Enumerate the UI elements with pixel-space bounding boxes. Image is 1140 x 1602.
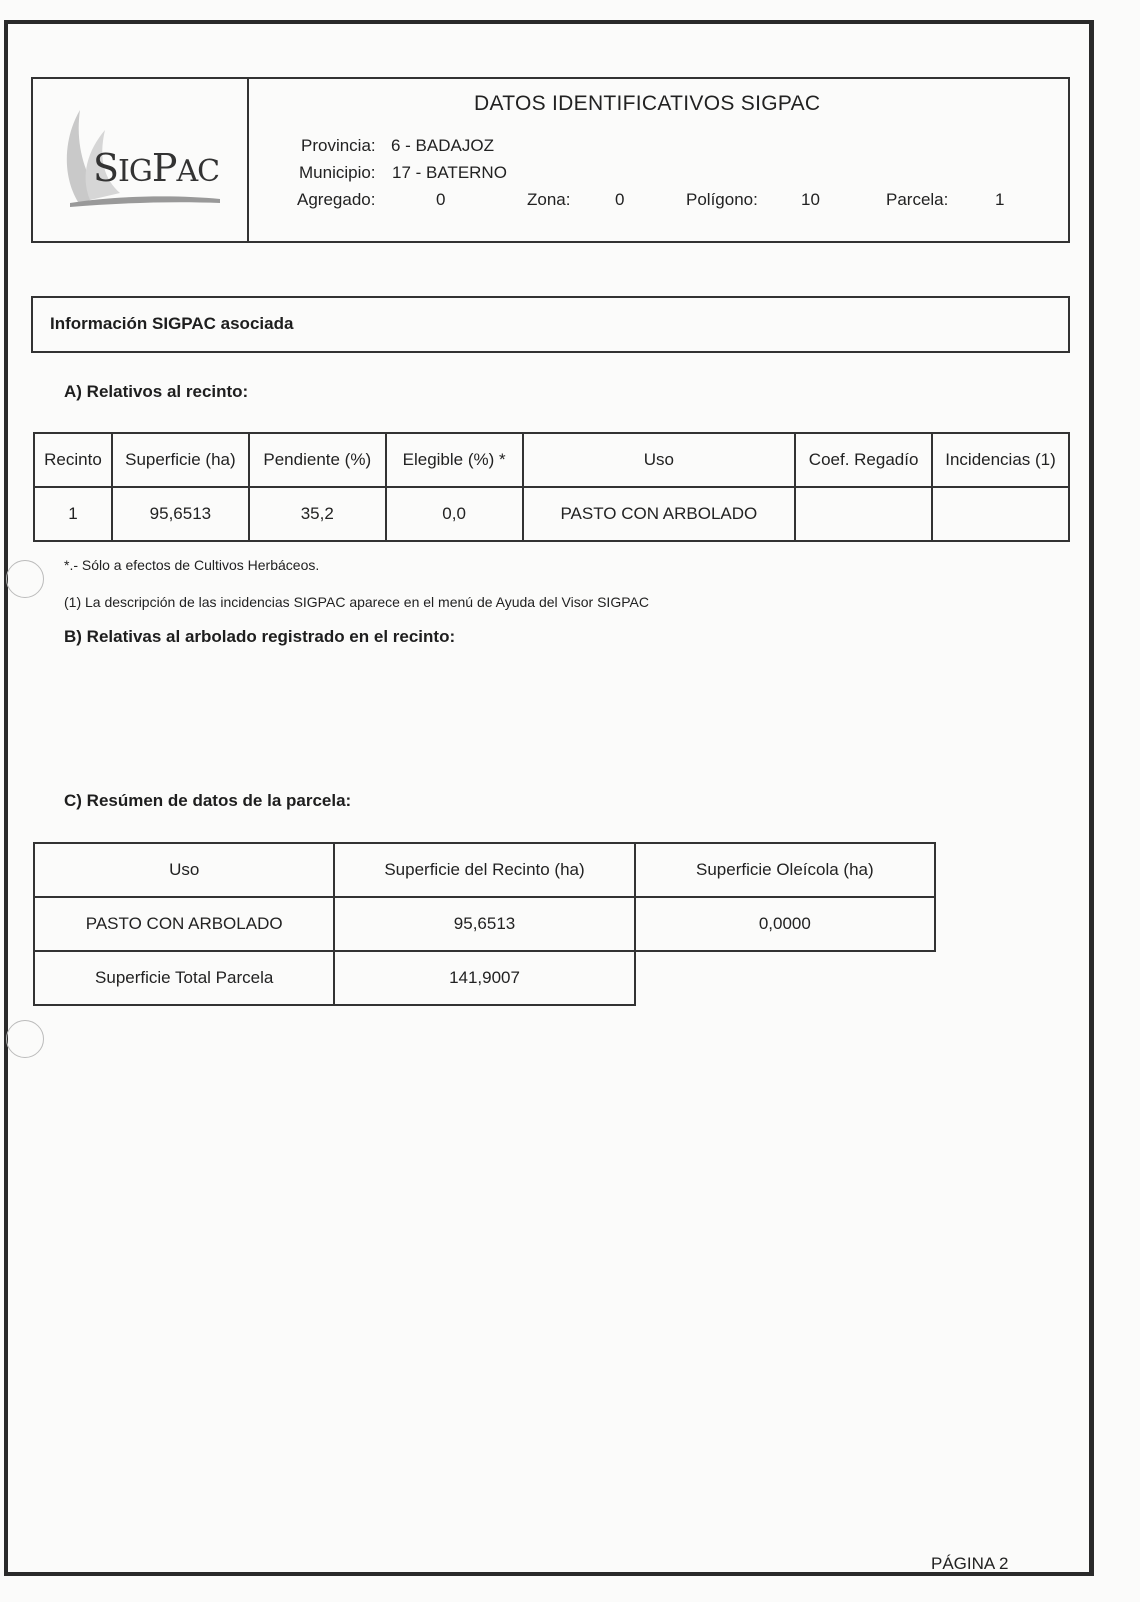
table-cell: 35,2 (249, 487, 386, 541)
poligono-label: Polígono: (686, 190, 758, 209)
column-header: Superficie Oleícola (ha) (635, 843, 935, 897)
table-row (34, 897, 935, 951)
column-header: Elegible (%) * (386, 433, 523, 487)
total-value: 141,9007 (334, 951, 634, 1005)
punch-hole (6, 560, 44, 598)
punch-hole (6, 1020, 44, 1058)
empty-cell (635, 951, 935, 1005)
table-cell: 0,0000 (635, 897, 935, 951)
zona-value: 0 (615, 190, 625, 209)
table-cell (932, 487, 1069, 541)
recinto-table (33, 432, 1070, 542)
column-header: Coef. Regadío (795, 433, 932, 487)
column-header: Uso (523, 433, 796, 487)
table-cell: 95,6513 (112, 487, 249, 541)
logo-text: SIGPAC (93, 146, 220, 190)
column-header: Pendiente (%) (249, 433, 386, 487)
table-row (34, 487, 1069, 541)
column-header: Superficie del Recinto (ha) (334, 843, 634, 897)
section-c-title: C) Resúmen de datos de la parcela: (64, 791, 352, 810)
table-cell: 0,0 (386, 487, 523, 541)
table-header-row (34, 433, 1069, 487)
agregado-label: Agregado: (297, 190, 376, 209)
municipio-label: Municipio: (299, 163, 376, 182)
header-divider (247, 77, 249, 243)
table-cell: 95,6513 (334, 897, 634, 951)
table-cell: 1 (34, 487, 112, 541)
note-incidencias: (1) La descripción de las incidencias SIGPAC aparece en el menú de Ayuda del Visor SIGPAC (64, 594, 649, 610)
note-herbaceos: *.- Sólo a efectos de Cultivos Herbáceos. (64, 557, 320, 573)
provincia-label: Provincia: (301, 136, 376, 155)
zona-label: Zona: (527, 190, 571, 209)
header-title: DATOS IDENTIFICATIVOS SIGPAC (474, 92, 821, 115)
table-cell: PASTO CON ARBOLADO (523, 487, 796, 541)
section-b-title: B) Relativas al arbolado registrado en el recinto: (64, 627, 456, 646)
page-number: PÁGINA 2 (931, 1554, 1009, 1573)
parcela-value: 1 (995, 190, 1005, 209)
parcela-label: Parcela: (886, 190, 949, 209)
municipio-value: 17 - BATERNO (392, 163, 507, 182)
table-cell: PASTO CON ARBOLADO (34, 897, 334, 951)
poligono-value: 10 (801, 190, 820, 209)
total-label: Superficie Total Parcela (34, 951, 334, 1005)
table-cell (795, 487, 932, 541)
section-a-title: A) Relativos al recinto: (64, 382, 249, 401)
agregado-value: 0 (436, 190, 446, 209)
column-header: Uso (34, 843, 334, 897)
column-header: Incidencias (1) (932, 433, 1069, 487)
table-header-row (34, 843, 935, 897)
total-row (34, 951, 935, 1005)
column-header: Recinto (34, 433, 112, 487)
resumen-table (33, 842, 936, 1006)
provincia-value: 6 - BADAJOZ (391, 136, 494, 155)
info-title: Información SIGPAC asociada (50, 314, 294, 333)
column-header: Superficie (ha) (112, 433, 249, 487)
